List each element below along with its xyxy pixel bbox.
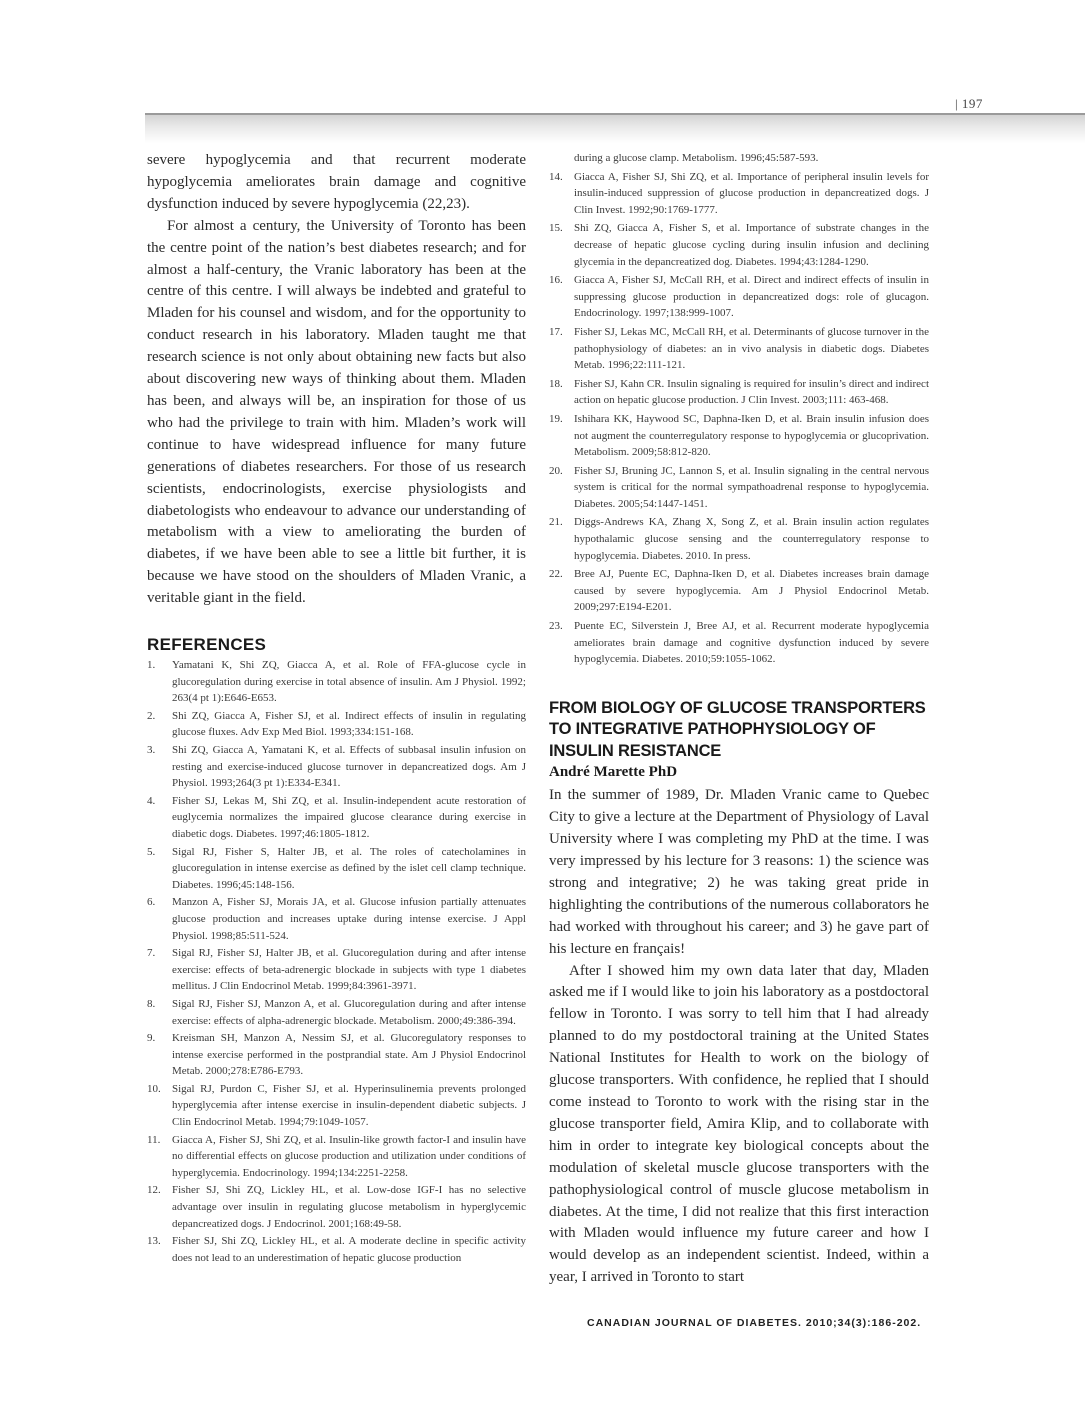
reference-list [549,169,929,668]
header-rule [145,113,1085,115]
body-paragraph: severe hypoglycemia and that recurrent moderate hypoglycemia ameliorates brain damage and cognitive dysfunction induced by severe hypoglycemia (22,23). [147,152,526,212]
reference-item: 5. Sigal RJ, Fisher S, Halter JB, et al. The roles of catecholamines in glucoregulation in intense exercise as defined by the islet cell clamp technique. Diabetes. 1996;45:148-156. [147,845,526,891]
reference-item: 6. Manzon A, Fisher SJ, Morais JA, et al. Glucose infusion partially attenuates glucose production and increases uptake during intense exercise. J Appl Physiol. 1998;85:511-524. [147,896,526,942]
left-column [147,150,526,1267]
journal-footer: CANADIAN JOURNAL OF DIABETES. 2010;34(3):186-202. [587,1317,922,1329]
reference-item: 3. Shi ZQ, Giacca A, Yamatani K, et al. Effects of subbasal insulin infusion on resting and exercise-induced glucose turnover in depancreatized dogs. Am J Physiol. 1993;264(3 pt 1):E334-E341. [147,744,526,790]
reference-continuation: during a glucose clamp. Metabolism. 1996;45:587-593. [574,152,819,164]
reference-item: 1. Yamatani K, Shi ZQ, Giacca A, et al. Role of FFA-glucose cycle in glucoregulation during exercise in total absence of insulin. Am J Physiol. 1992; 263(4 pt 1):E646-E653. [147,659,526,705]
reference-item: 17. Fisher SJ, Lekas MC, McCall RH, et al. Determinants of glucose turnover in the pathophysiology of diabetes: an in vivo analysis in diabetic dogs. Diabetes Metab. 1996;22:111-121. [549,325,929,372]
reference-item: 11. Giacca A, Fisher SJ, Shi ZQ, et al. Insulin-like growth factor-I and insulin have no differential effects on glucose production and utilization under conditions of hyperglycemia. Endocrinology. 1994;134:2251-2258. [147,1133,526,1179]
header-band [145,113,1085,143]
page-number: | 197 [955,96,983,111]
reference-item: 22. Bree AJ, Puente EC, Daphna-Iken D, et al. Diabetes increases brain damage caused by severe hypoglycemia. Am J Physiol Endocrinol Metab. 2009;297:E194-E201. [549,568,929,614]
reference-item: 23. Puente EC, Silverstein J, Bree AJ, et al. Recurrent moderate hypoglycemia ameliorates brain damage and cognitive dysfunction induced by severe hypoglycemia. Diabetes. 2010;59:1055-1062. [549,620,929,666]
reference-item: 10. Sigal RJ, Purdon C, Fisher SJ, et al. Hyperinsulinemia prevents prolonged hyperglycemia after intense exercise in insulin-dependent diabetic subjects. J Clin Endocrinol Metab. 1994;79:1049-1057. [147,1082,526,1129]
reference-item: 7. Sigal RJ, Fisher SJ, Halter JB, et al. Glucoregulation during and after intense exercise: effects of beta-adrenergic blockade in subjects with type 1 diabetes mellitus. J Clin Endocrinol Metab. 1999;84:3961-3971. [147,947,526,993]
reference-item: 4. Fisher SJ, Lekas M, Shi ZQ, et al. Insulin-independent acute restoration of euglycemia normalizes the impaired glucose clearance during exercise in diabetic dogs. Diabetes. 1997;46:1805-1812. [147,794,526,840]
right-column [549,150,929,1289]
reference-item: 20. Fisher SJ, Bruning JC, Lannon S, et al. Insulin signaling in the central nervous system is critical for the normal sympathoadrenal response to hypoglycemia. Diabetes. 2005;54:1447-1451. [549,464,929,510]
body-paragraph: For almost a century, the University of Toronto has been the centre point of the nation’s best diabetes research; and for almost a half-century, the Vranic laboratory has been at the centre of this centre. I will always be indebted and grateful to Mladen for his counsel and wisdom, and for the opportunity to conduct research in his laboratory. Mladen taught me that research science is not only about obtaining new facts but also about discovering new ways of thinking about them. Mladen has been, and always will be, an inspiration for those of us who had the privilege to train with him. Mladen’s work will continue to have widespread influence for many future generations of diabetes researchers. For those of us research scientists, endocrinologists, exercise physiologists and diabetologists who endeavour to advance our understanding of metabolism with a view to ameliorating the burden of diabetes, if we have been able to see a little bit further, it is because we have stood on the shoulders of Mladen Vranic, a veritable giant in the field. [147,217,526,607]
reference-list [147,657,526,1266]
reference-item: 16. Giacca A, Fisher SJ, McCall RH, et al. Direct and indirect effects of insulin in suppressing glucose production in depancreatized dogs: role of glucagon. Endocrinology. 1997;138:999-1007. [549,274,929,320]
body-paragraph: In the summer of 1989, Dr. Mladen Vranic came to Quebec City to give a lecture at the Department of Physiology of Laval University where I was completing my PhD at the time. I was very impressed by his lecture for 3 reasons: 1) the science was strong and integrative; 2) he was taking great pride in highlighting the contributions of the numerous collaborators he had worked with throughout his career; and 3) he gave part of his lecture en français! [549,787,929,957]
section-title: FROM BIOLOGY OF GLUCOSE TRANSPORTERS TO INTEGRATIVE PATHOPHYSIOLOGY OF INSULIN RESISTANCE [549,698,926,760]
reference-item: 19. Ishihara KK, Haywood SC, Daphna-Iken D, et al. Brain insulin infusion does not augment the counterregulatory response to hypoglycemia or glucoprivation. Metabolism. 2009;58:812-820. [549,412,929,459]
reference-item: 8. Sigal RJ, Fisher SJ, Manzon A, et al. Glucoregulation during and after intense exercise: effects of alpha-adrenergic blockade. Metabolism. 2000;49:386-394. [147,997,526,1027]
reference-item: 12. Fisher SJ, Shi ZQ, Lickley HL, et al. Low-dose IGF-I has no selective advantage over insulin in regulating glucose metabolism in hyperglycemic depancreatized dogs. J Endocrinol. 2001;168:49-58. [147,1184,526,1230]
reference-item: 15. Shi ZQ, Giacca A, Fisher S, et al. Importance of substrate changes in the decrease of hepatic glucose cycling during insulin infusion and declining glycemia in the depancreatized dog. Diabetes. 1994;43:1284-1290. [549,222,929,268]
reference-item: 18. Fisher SJ, Kahn CR. Insulin signaling is required for insulin’s direct and indirect action on hepatic glucose production. J Clin Invest. 2003;111: 463-468. [549,377,929,407]
references-heading: REFERENCES [147,635,267,655]
author-name: André Marette PhD [549,764,678,781]
reference-item: 21. Diggs-Andrews KA, Zhang X, Song Z, et al. Brain insulin action regulates hypothalamic glucose sensing and the counterregulatory response to hypoglycemia. Diabetes. 2010. In press. [549,516,929,562]
reference-item: 14. Giacca A, Fisher SJ, Shi ZQ, et al. Importance of peripheral insulin levels for insulin-induced suppression of glucose production in depancreatized dogs. J Clin Invest. 1992;90:1769-1777. [549,170,929,216]
body-paragraph: After I showed him my own data later that day, Mladen asked me if I would like to join his laboratory as a postdoctoral fellow in Toronto. I was sorry to tell him that I had already planned to do my postdoctoral training at the United States National Institutes for Health to work on the biology of glucose transporters. With confidence, he replied that I should come instead to Toronto to work with the rising star in the glucose transporter field, Amira Klip, and to collaborate with him in order to integrate key biological concepts about the modulation of skeletal muscle glucose transporters with the pathophysiological control of muscle glucose metabolism in diabetes. At the time, I did not realize that this first interaction with Mladen would influence my future career and how I would develop as an independent scientist. Indeed, within a year, I arrived in Toronto to start [549,962,929,1286]
reference-item: 13. Fisher SJ, Shi ZQ, Lickley HL, et al. A moderate decline in specific activity does not lead to an underestimation of hepatic glucose production [147,1235,526,1264]
reference-item: 9. Kreisman SH, Manzon A, Nessim SJ, et al. Glucoregulatory responses to intense exercise performed in the postprandial state. Am J Physiol Endocrinol Metab. 2000;278:E786-E793. [147,1032,526,1078]
reference-item: 2. Shi ZQ, Giacca A, Fisher SJ, et al. Indirect effects of insulin in regulating glucose fluxes. Adv Exp Med Biol. 1993;334:151-168. [147,709,526,739]
